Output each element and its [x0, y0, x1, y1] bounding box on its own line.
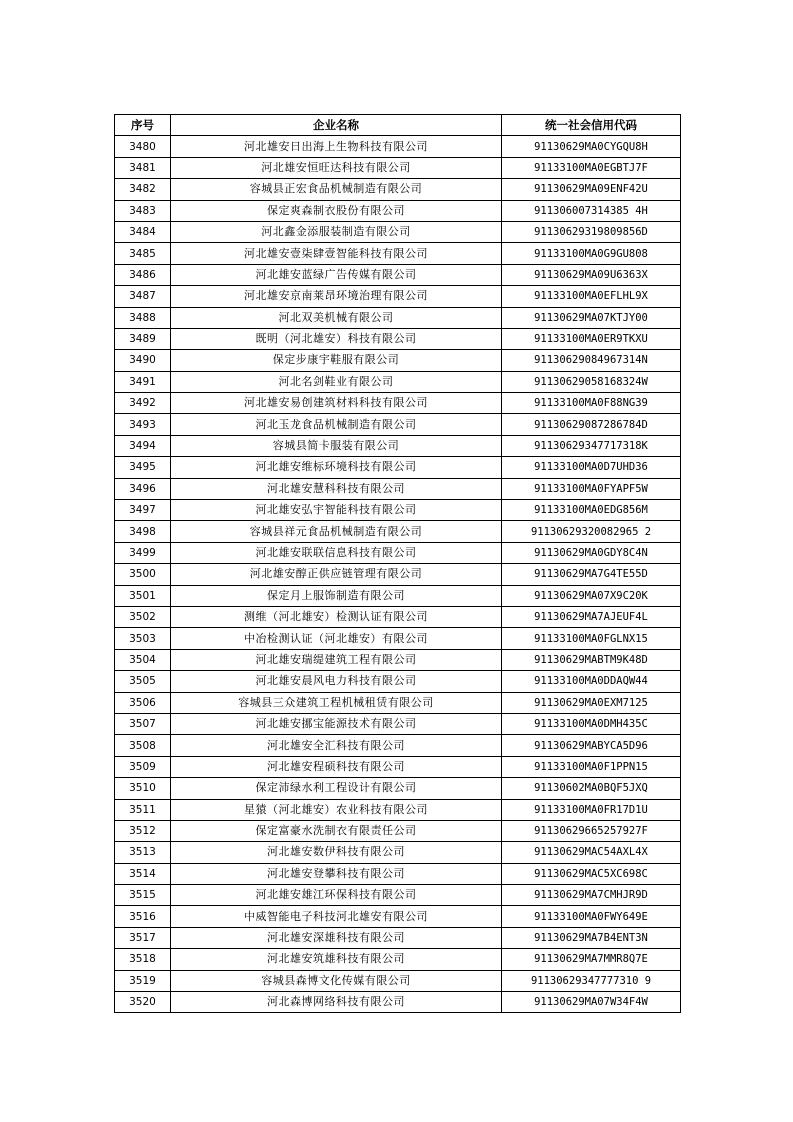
row-seq: 3480 [115, 136, 171, 157]
row-seq: 3500 [115, 564, 171, 585]
row-credit-code: 91130629MA7CMHJR9D [502, 885, 681, 906]
row-credit-code: 91133100MA0DDAQW44 [502, 671, 681, 692]
row-seq: 3501 [115, 585, 171, 606]
row-credit-code: 91130629665257927F [502, 820, 681, 841]
row-company-name: 容城县正宏食品机械制造有限公司 [171, 179, 502, 200]
row-credit-code: 91130629MA0GDY8C4N [502, 542, 681, 563]
row-company-name: 保定富豪水洗制衣有限责任公司 [171, 820, 502, 841]
row-company-name: 河北雄安醇正供应链管理有限公司 [171, 564, 502, 585]
row-credit-code: 91133100MA0EGBTJ7F [502, 157, 681, 178]
header-row [115, 115, 681, 136]
table-row [115, 606, 681, 627]
table-row [115, 243, 681, 264]
row-seq: 3487 [115, 286, 171, 307]
table-row [115, 328, 681, 349]
table-row [115, 671, 681, 692]
row-seq: 3520 [115, 992, 171, 1013]
table-row [115, 264, 681, 285]
table-row [115, 863, 681, 884]
row-seq: 3499 [115, 542, 171, 563]
company-registry-sheet [114, 114, 680, 1013]
table-row [115, 778, 681, 799]
table-body [115, 136, 681, 1013]
row-credit-code: 91133100MA0EFLHL9X [502, 286, 681, 307]
company-registry-table [114, 114, 681, 1013]
row-company-name: 既明（河北雄安）科技有限公司 [171, 328, 502, 349]
row-credit-code: 91133100MA0G9GU808 [502, 243, 681, 264]
table-row [115, 179, 681, 200]
table-row [115, 649, 681, 670]
row-company-name: 河北雄安挪宝能源技术有限公司 [171, 713, 502, 734]
table-row [115, 457, 681, 478]
row-credit-code: 91133100MA0FYAPF5W [502, 478, 681, 499]
table-row [115, 221, 681, 242]
row-credit-code: 91130629MAC54AXL4X [502, 842, 681, 863]
row-seq: 3489 [115, 328, 171, 349]
row-company-name: 河北雄安全汇科技有限公司 [171, 735, 502, 756]
table-row [115, 756, 681, 777]
row-credit-code: 91130629347717318K [502, 435, 681, 456]
row-credit-code: 91130629MABTM9K48D [502, 649, 681, 670]
row-seq: 3491 [115, 371, 171, 392]
header-company-name: 企业名称 [171, 115, 502, 136]
table-row [115, 628, 681, 649]
header-seq: 序号 [115, 115, 171, 136]
table-row [115, 585, 681, 606]
table-row [115, 542, 681, 563]
row-company-name: 河北玉龙食品机械制造有限公司 [171, 414, 502, 435]
row-company-name: 河北双美机械有限公司 [171, 307, 502, 328]
table-row [115, 136, 681, 157]
row-company-name: 河北雄安深雄科技有限公司 [171, 927, 502, 948]
table-row [115, 286, 681, 307]
header-credit-code: 统一社会信用代码 [502, 115, 681, 136]
row-seq: 3485 [115, 243, 171, 264]
row-company-name: 河北森博网络科技有限公司 [171, 992, 502, 1013]
row-seq: 3484 [115, 221, 171, 242]
row-seq: 3507 [115, 713, 171, 734]
row-credit-code: 91130629MA09U6363X [502, 264, 681, 285]
row-company-name: 容城县祥元食品机械制造有限公司 [171, 521, 502, 542]
row-company-name: 河北雄安程硕科技有限公司 [171, 756, 502, 777]
table-row [115, 478, 681, 499]
row-company-name: 中冶检测认证（河北雄安）有限公司 [171, 628, 502, 649]
row-seq: 3483 [115, 200, 171, 221]
row-company-name: 河北雄安壹柒肆壹智能科技有限公司 [171, 243, 502, 264]
row-seq: 3497 [115, 500, 171, 521]
row-company-name: 河北雄安登攀科技有限公司 [171, 863, 502, 884]
row-seq: 3503 [115, 628, 171, 649]
row-company-name: 河北雄安恒旺达科技有限公司 [171, 157, 502, 178]
row-credit-code: 91130629MA7G4TE55D [502, 564, 681, 585]
row-company-name: 河北雄安慧科科技有限公司 [171, 478, 502, 499]
table-row [115, 970, 681, 991]
table-row [115, 350, 681, 371]
table-row [115, 500, 681, 521]
row-credit-code: 91130629319809856D [502, 221, 681, 242]
row-seq: 3496 [115, 478, 171, 499]
table-row [115, 992, 681, 1013]
row-seq: 3498 [115, 521, 171, 542]
row-seq: 3504 [115, 649, 171, 670]
row-seq: 3481 [115, 157, 171, 178]
table-row [115, 157, 681, 178]
row-credit-code: 91130629347777310 9 [502, 970, 681, 991]
row-credit-code: 91133100MA0D7UHD36 [502, 457, 681, 478]
row-credit-code: 91130629084967314N [502, 350, 681, 371]
row-seq: 3516 [115, 906, 171, 927]
row-seq: 3515 [115, 885, 171, 906]
row-credit-code: 91130629MA0EXM7125 [502, 692, 681, 713]
row-company-name: 河北鑫金添服装制造有限公司 [171, 221, 502, 242]
table-row [115, 885, 681, 906]
table-row [115, 393, 681, 414]
row-company-name: 河北雄安晨风电力科技有限公司 [171, 671, 502, 692]
table-row [115, 200, 681, 221]
row-company-name: 河北雄安弘宇智能科技有限公司 [171, 500, 502, 521]
table-row [115, 927, 681, 948]
row-seq: 3517 [115, 927, 171, 948]
row-credit-code: 91133100MA0ER9TKXU [502, 328, 681, 349]
row-company-name: 河北雄安京南莱昂环境治理有限公司 [171, 286, 502, 307]
table-row [115, 949, 681, 970]
table-row [115, 799, 681, 820]
row-seq: 3518 [115, 949, 171, 970]
row-seq: 3513 [115, 842, 171, 863]
table-row [115, 564, 681, 585]
row-company-name: 河北雄安瑞缇建筑工程有限公司 [171, 649, 502, 670]
table-row [115, 371, 681, 392]
table-row [115, 906, 681, 927]
row-seq: 3509 [115, 756, 171, 777]
row-company-name: 中威智能电子科技河北雄安有限公司 [171, 906, 502, 927]
table-row [115, 842, 681, 863]
table-row [115, 435, 681, 456]
row-company-name: 测维（河北雄安）检测认证有限公司 [171, 606, 502, 627]
row-seq: 3506 [115, 692, 171, 713]
row-credit-code: 91130629MA09ENF42U [502, 179, 681, 200]
row-credit-code: 91130629058168324W [502, 371, 681, 392]
row-credit-code: 91133100MA0DMH435C [502, 713, 681, 734]
row-seq: 3494 [115, 435, 171, 456]
row-seq: 3502 [115, 606, 171, 627]
row-company-name: 河北雄安筑雄科技有限公司 [171, 949, 502, 970]
table-row [115, 414, 681, 435]
row-company-name: 河北雄安联联信息科技有限公司 [171, 542, 502, 563]
row-credit-code: 91130602MA0BQF5JXQ [502, 778, 681, 799]
row-credit-code: 91130629MA7MMR8Q7E [502, 949, 681, 970]
row-credit-code: 91130629MA0CYGQU8H [502, 136, 681, 157]
table-header [115, 115, 681, 136]
row-company-name: 保定月上服饰制造有限公司 [171, 585, 502, 606]
row-seq: 3486 [115, 264, 171, 285]
row-company-name: 河北雄安易创建筑材料科技有限公司 [171, 393, 502, 414]
row-seq: 3508 [115, 735, 171, 756]
row-seq: 3505 [115, 671, 171, 692]
row-company-name: 容城县简卡服装有限公司 [171, 435, 502, 456]
row-credit-code: 91133100MA0FWY649E [502, 906, 681, 927]
row-company-name: 河北雄安维标环境科技有限公司 [171, 457, 502, 478]
row-seq: 3519 [115, 970, 171, 991]
row-company-name: 星猿（河北雄安）农业科技有限公司 [171, 799, 502, 820]
row-credit-code: 91130629MABYCA5D96 [502, 735, 681, 756]
table-row [115, 692, 681, 713]
row-seq: 3511 [115, 799, 171, 820]
row-credit-code: 91130629MA07W34F4W [502, 992, 681, 1013]
row-company-name: 河北雄安雄江环保科技有限公司 [171, 885, 502, 906]
row-company-name: 河北名剑鞋业有限公司 [171, 371, 502, 392]
row-credit-code: 91133100MA0FR17D1U [502, 799, 681, 820]
row-seq: 3514 [115, 863, 171, 884]
table-row [115, 521, 681, 542]
row-credit-code: 91130629MAC5XC698C [502, 863, 681, 884]
row-seq: 3488 [115, 307, 171, 328]
row-credit-code: 91133100MA0EDG856M [502, 500, 681, 521]
row-seq: 3495 [115, 457, 171, 478]
table-row [115, 735, 681, 756]
row-company-name: 容城县三众建筑工程机械租赁有限公司 [171, 692, 502, 713]
row-seq: 3510 [115, 778, 171, 799]
row-credit-code: 91130629MA7B4ENT3N [502, 927, 681, 948]
row-company-name: 河北雄安蓝绿广告传媒有限公司 [171, 264, 502, 285]
table-row [115, 307, 681, 328]
row-seq: 3490 [115, 350, 171, 371]
row-company-name: 保定沛绿水利工程设计有限公司 [171, 778, 502, 799]
row-company-name: 河北雄安日出海上生物科技有限公司 [171, 136, 502, 157]
row-seq: 3493 [115, 414, 171, 435]
row-company-name: 保定步康宇鞋服有限公司 [171, 350, 502, 371]
row-seq: 3492 [115, 393, 171, 414]
row-credit-code: 91130629320082965 2 [502, 521, 681, 542]
row-credit-code: 91130629MA07KTJY00 [502, 307, 681, 328]
row-credit-code: 91130629087286784D [502, 414, 681, 435]
row-credit-code: 91133100MA0FGLNX15 [502, 628, 681, 649]
table-row [115, 820, 681, 841]
row-seq: 3482 [115, 179, 171, 200]
row-company-name: 容城县森博文化传媒有限公司 [171, 970, 502, 991]
row-credit-code: 91133100MA0F1PPN15 [502, 756, 681, 777]
row-credit-code: 91133100MA0F88NG39 [502, 393, 681, 414]
row-credit-code: 911306007314385 4H [502, 200, 681, 221]
row-company-name: 保定爽森制衣股份有限公司 [171, 200, 502, 221]
row-company-name: 河北雄安数伊科技有限公司 [171, 842, 502, 863]
row-credit-code: 91130629MA07X9C20K [502, 585, 681, 606]
table-row [115, 713, 681, 734]
row-credit-code: 91130629MA7AJEUF4L [502, 606, 681, 627]
row-seq: 3512 [115, 820, 171, 841]
